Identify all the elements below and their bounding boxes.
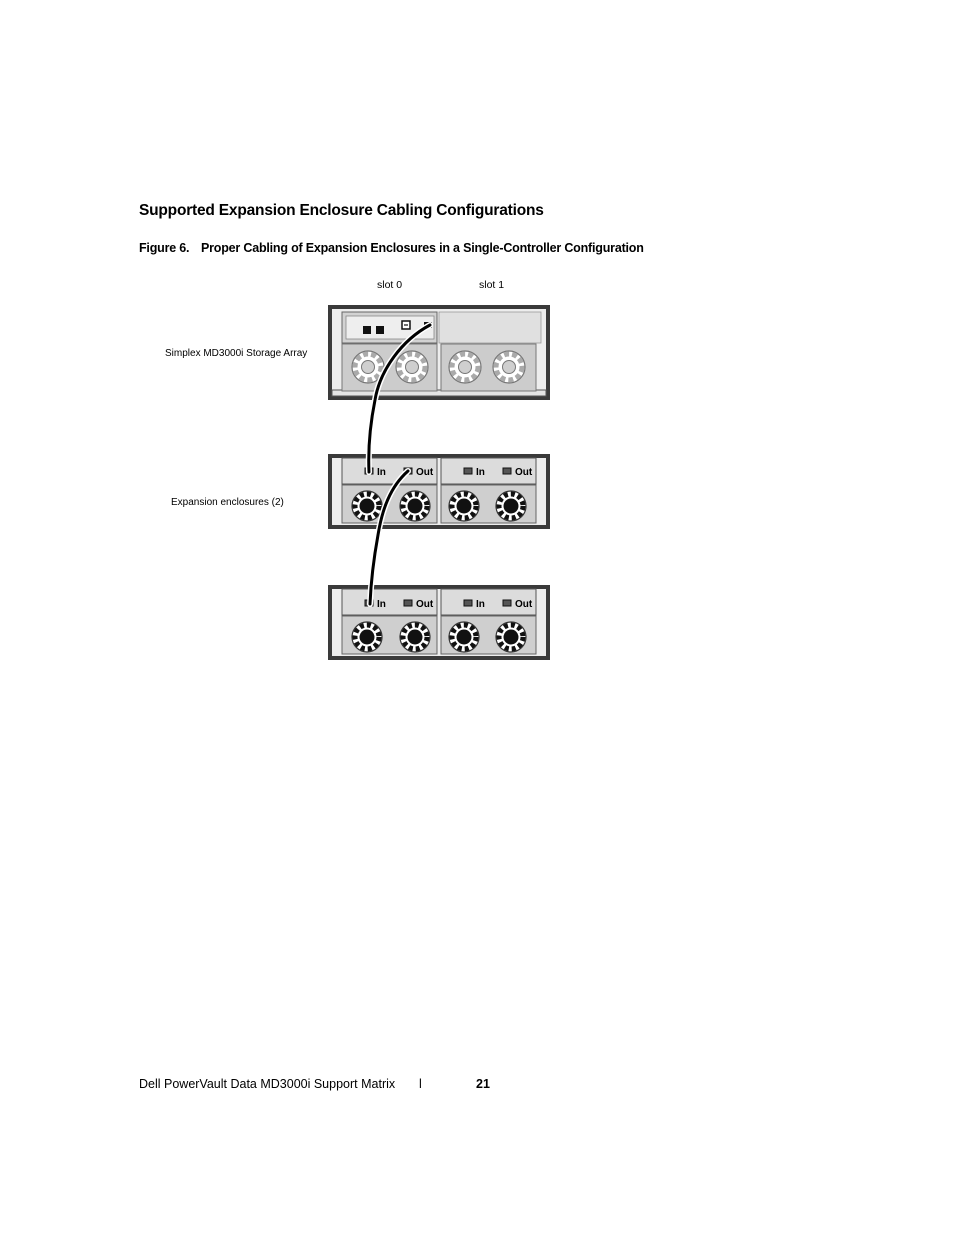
footer-title: Dell PowerVault Data MD3000i Support Matrix <box>139 1077 396 1091</box>
enclosure-2-slot-0-in-label: In <box>377 599 386 610</box>
slot-0-label: slot 0 <box>377 279 403 291</box>
enclosure-2-slot-1-in-label: In <box>476 599 485 610</box>
enclosure-1-slot-1-out-label: Out <box>515 467 533 478</box>
cabling-diagram <box>320 295 560 667</box>
figure-caption-text: Proper Cabling of Expansion Enclosures in a Single-Controller Configuration <box>201 241 644 255</box>
page-number: 21 <box>476 1077 490 1091</box>
figure-number: Figure 6. <box>139 241 190 255</box>
footer-separator: l <box>419 1077 422 1091</box>
enclosure-1-slot-0-in-label: In <box>377 467 386 478</box>
storage-array-label: Simplex MD3000i Storage Array <box>165 348 308 359</box>
enclosure-1-slot-1-in-label: In <box>476 467 485 478</box>
enclosure-2-slot-1-out-label: Out <box>515 599 533 610</box>
enclosure-1-slot-0-out-label: Out <box>416 467 434 478</box>
figure-caption <box>139 241 644 255</box>
section-heading: Supported Expansion Enclosure Cabling Configurations <box>139 202 544 219</box>
expansion-enclosure-2 <box>328 585 550 660</box>
enclosure-2-slot-0-out-label: Out <box>416 599 434 610</box>
slot-1-label: slot 1 <box>479 279 505 291</box>
expansion-enclosure-1 <box>328 454 550 529</box>
storage-array-chassis <box>328 305 550 400</box>
expansion-enclosures-label: Expansion enclosures (2) <box>171 497 284 508</box>
